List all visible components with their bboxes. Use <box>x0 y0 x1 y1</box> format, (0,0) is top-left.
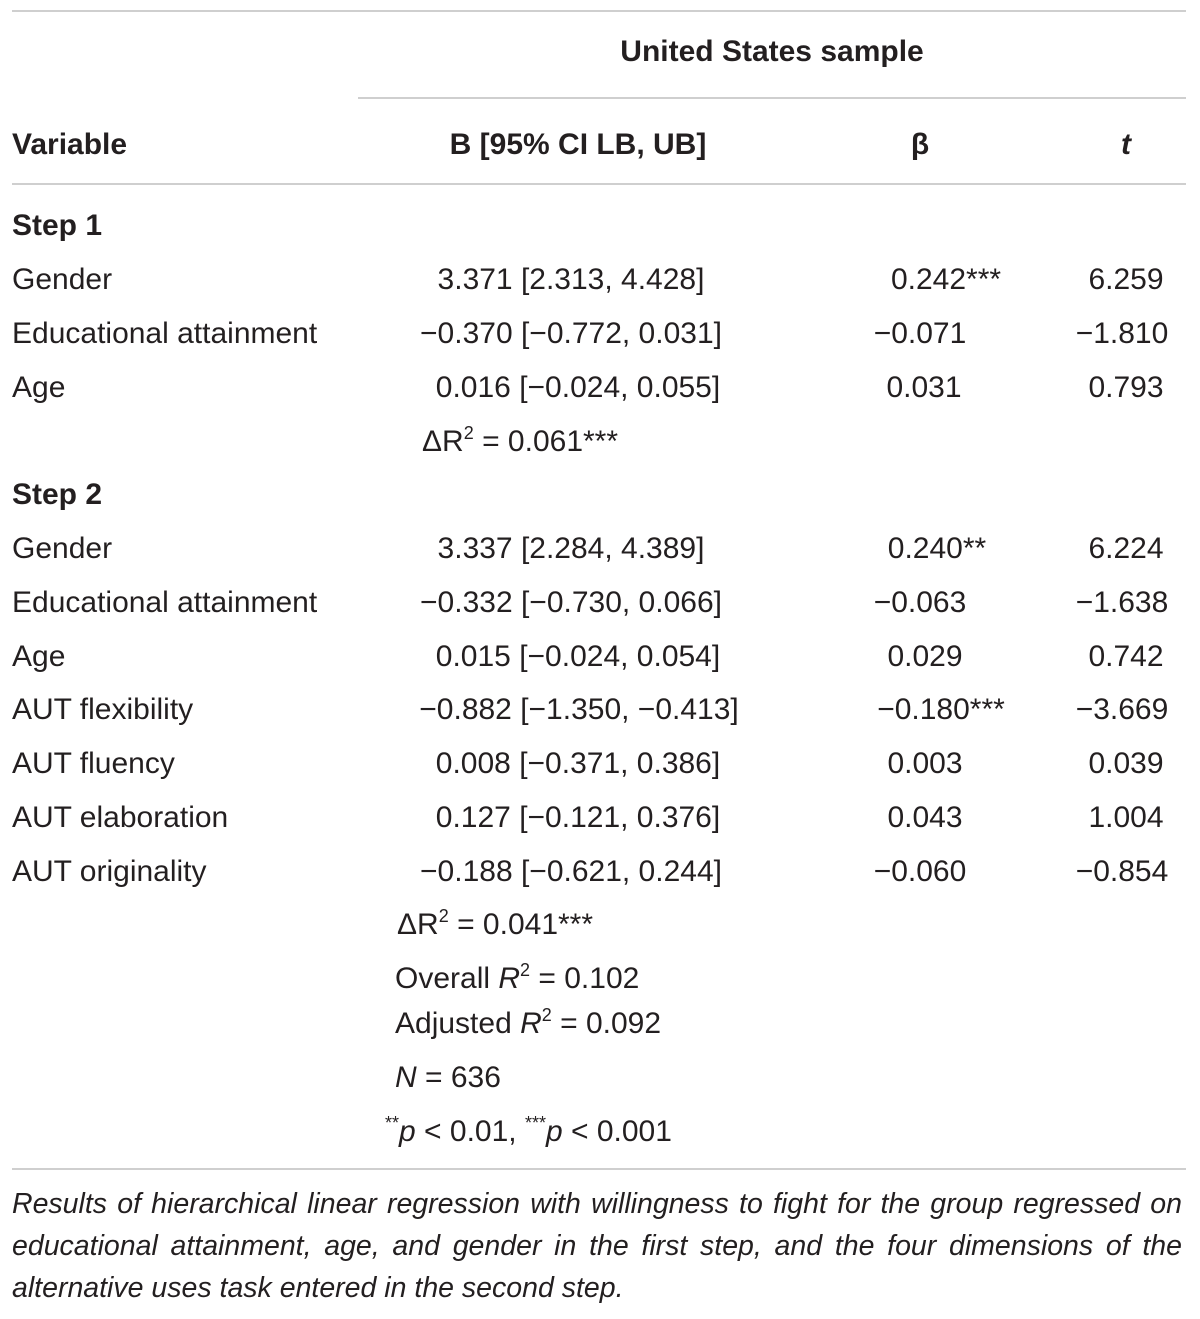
row-b: −0.188 [−0.621, 0.244] <box>420 855 722 888</box>
sample-size <box>395 1060 501 1096</box>
row-beta: 0.043 <box>887 801 963 834</box>
row-t: −1.638 <box>1075 586 1169 619</box>
group-title: United States sample <box>620 35 924 68</box>
row-t: 0.039 <box>1088 747 1164 780</box>
adjusted-r2-value: = 0.092 <box>551 1007 662 1040</box>
overall-r2-label: Overall <box>395 962 499 995</box>
row-variable: AUT originality <box>12 855 207 888</box>
p-symbol: p <box>545 1115 563 1148</box>
bottom-rule <box>12 1168 1186 1170</box>
superscript-2: 2 <box>541 1005 552 1025</box>
row-b: 0.016 [−0.024, 0.055] <box>435 371 721 404</box>
stars-p1: ** <box>385 1113 400 1133</box>
row-t: 6.259 <box>1088 263 1164 296</box>
adjusted-r2-label: Adjusted <box>395 1007 521 1040</box>
col-header-variable: Variable <box>12 128 128 161</box>
row-variable: Age <box>12 371 66 404</box>
row-beta: 0.003 <box>887 747 963 780</box>
row-b: −0.882 [−1.350, −0.413] <box>419 693 739 726</box>
row-beta: −0.063 <box>873 586 967 619</box>
row-t: 0.793 <box>1088 371 1164 404</box>
step2-label: Step 2 <box>12 478 103 511</box>
row-variable: Educational attainment <box>12 317 318 350</box>
overall-r2-symbol: R <box>498 962 521 995</box>
row-beta: 0.031 <box>886 371 962 404</box>
delta-r2-value: = 0.041*** <box>448 908 594 941</box>
significance-note <box>385 1114 672 1150</box>
stars-p2: *** <box>524 1113 546 1133</box>
row-b: 0.008 [−0.371, 0.386] <box>435 747 721 780</box>
p1-threshold: < 0.01, <box>415 1115 525 1148</box>
overall-r2 <box>395 961 639 997</box>
row-t: 1.004 <box>1088 801 1164 834</box>
col-header-t: t <box>1121 128 1131 161</box>
step1-delta-r2 <box>422 424 618 460</box>
step2-delta-r2 <box>397 907 593 943</box>
row-b: 0.015 [−0.024, 0.054] <box>435 640 721 673</box>
delta-r2-label: ΔR <box>422 425 464 458</box>
row-beta: 0.242*** <box>890 263 1002 296</box>
row-beta: −0.060 <box>873 855 967 888</box>
row-b: −0.370 [−0.772, 0.031] <box>420 317 722 350</box>
row-beta: 0.240** <box>887 532 987 565</box>
top-rule <box>12 10 1186 12</box>
delta-r2-label: ΔR <box>397 908 439 941</box>
row-variable: Gender <box>12 532 113 565</box>
row-variable: AUT flexibility <box>12 693 194 726</box>
overall-r2-value: = 0.102 <box>530 962 640 995</box>
group-rule <box>358 97 1186 99</box>
adjusted-r2-symbol: R <box>520 1007 542 1040</box>
table-caption: Results of hierarchical linear regression with willingness to fight for the group regressed on educational attainment, age, and gender in the first step, and the four dimensions of the alternative uses task entered in the second step. <box>12 1188 1182 1304</box>
row-variable: Educational attainment <box>12 586 318 619</box>
row-beta: −0.071 <box>873 317 967 350</box>
row-t: −3.669 <box>1075 693 1169 726</box>
superscript-2: 2 <box>463 423 474 443</box>
row-beta: 0.029 <box>887 640 963 673</box>
row-beta: −0.180*** <box>877 693 1005 726</box>
adjusted-r2 <box>395 1006 661 1042</box>
step1-label: Step 1 <box>12 209 103 242</box>
row-variable: AUT fluency <box>12 747 175 780</box>
superscript-2: 2 <box>438 906 449 926</box>
header-rule <box>12 183 1186 185</box>
row-t: 0.742 <box>1088 640 1164 673</box>
row-variable: Gender <box>12 263 113 296</box>
p2-threshold: < 0.001 <box>562 1115 672 1148</box>
row-b: 3.371 [2.313, 4.428] <box>437 263 705 296</box>
n-symbol: N <box>395 1061 417 1094</box>
superscript-2: 2 <box>520 960 531 980</box>
row-b: 0.127 [−0.121, 0.376] <box>435 801 721 834</box>
n-value: = 636 <box>416 1061 501 1094</box>
row-t: −0.854 <box>1075 855 1169 888</box>
row-variable: AUT elaboration <box>12 801 229 834</box>
row-b: 3.337 [2.284, 4.389] <box>437 532 705 565</box>
col-header-b: B [95% CI LB, UB] <box>449 128 707 161</box>
delta-r2-value: = 0.061*** <box>473 425 619 458</box>
row-b: −0.332 [−0.730, 0.066] <box>420 586 722 619</box>
row-variable: Age <box>12 640 66 673</box>
row-t: −1.810 <box>1075 317 1169 350</box>
p-symbol: p <box>399 1115 416 1148</box>
col-header-beta: β <box>910 128 930 161</box>
row-t: 6.224 <box>1088 532 1164 565</box>
